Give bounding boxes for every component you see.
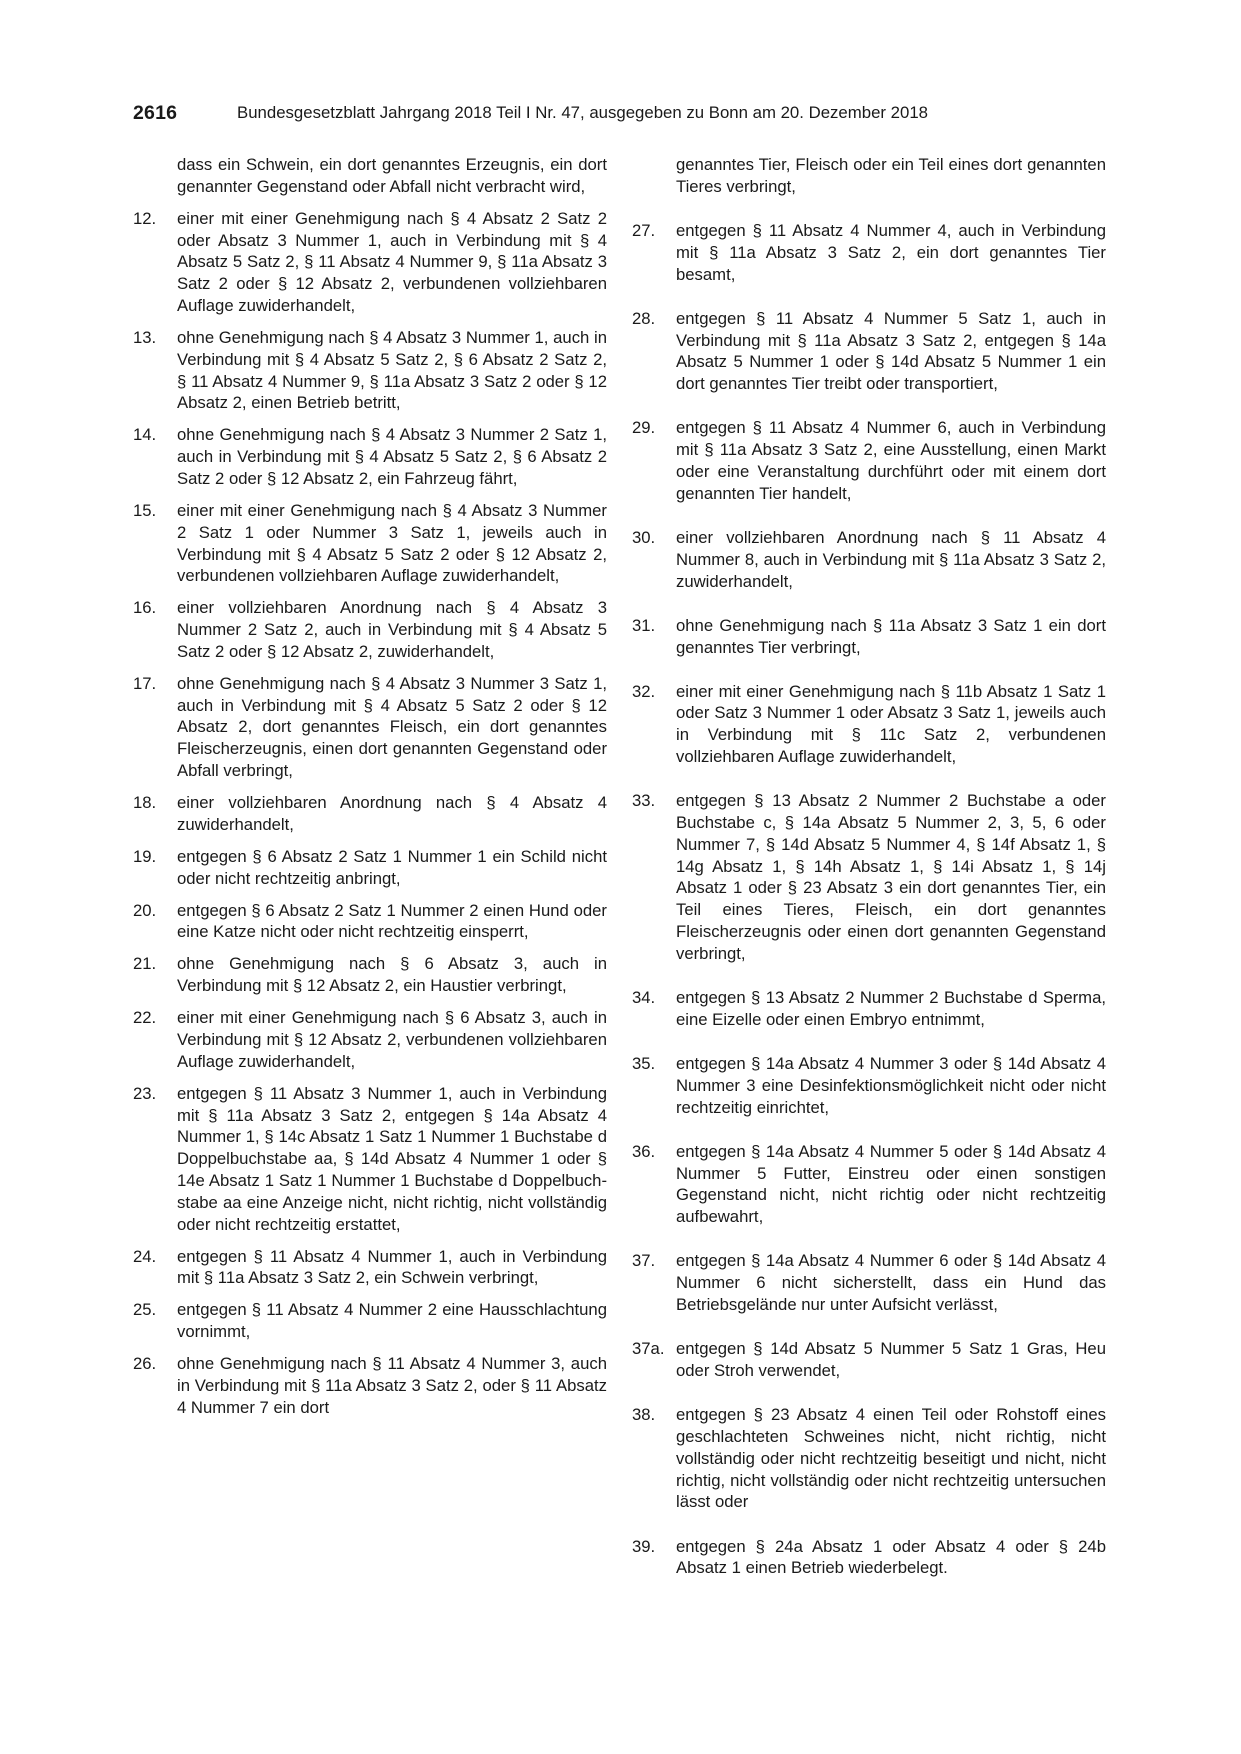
item-number: 33. xyxy=(632,791,656,811)
item-number: 37. xyxy=(632,1251,656,1271)
list-item xyxy=(632,1404,1106,1513)
item-number: 22. xyxy=(133,1008,157,1028)
item-text: ohne Genehmigung nach § 11 Absatz 4 Nummer 3, auch in Verbindung mit § 11a Absatz 3 Satz 2, oder § 11 Absatz 4 Nummer 7 ein dort xyxy=(177,1354,607,1417)
item-number: 37a. xyxy=(632,1339,665,1359)
list-item xyxy=(133,1299,607,1343)
item-text: einer mit einer Genehmigung nach § 4 Absatz 3 Nummer 2 Satz 1 oder Nummer 3 Satz 1, jeweils auch in Verbindung mit § 4 Absatz 5 Satz 2 oder § 12 Absatz 2, verbundenen vollziehbaren Auflage zuwiderhandelt, xyxy=(177,500,607,586)
item-number: 17. xyxy=(133,673,157,693)
item-text: ohne Genehmigung nach § 4 Absatz 3 Nummer 3 Satz 1, auch in Verbindung mit § 4 Absatz 5 Satz 2 oder § 12 Absatz 2, dort genanntes Fleisch, ein dort genanntes Fleischerzeugnis, einen dort genannten Gegenstand oder Abfall verbringt, xyxy=(177,673,607,781)
item-number: 21. xyxy=(133,954,157,974)
item-number: 25. xyxy=(133,1300,157,1320)
item-text: einer vollziehbaren Anordnung nach § 4 Absatz 3 Nummer 2 Satz 2, auch in Verbindung mit § 4 Absatz 5 Satz 2 oder § 12 Absatz 2, zuwiderhandelt, xyxy=(177,598,607,661)
item-text: einer mit einer Genehmigung nach § 4 Absatz 2 Satz 2 oder Absatz 3 Nummer 1, auch in Verbindung mit § 4 Absatz 5 Satz 2, § 11 Absatz 4 Nummer 9, § 11a Absatz 3 Satz 2 oder § 12 Absatz 2, verbundenen vollziehbaren Auflage zuwiderhandelt, xyxy=(177,208,607,315)
list-item xyxy=(133,208,607,317)
list-item xyxy=(133,846,607,890)
list-item xyxy=(632,1053,1106,1118)
item-text: ohne Genehmigung nach § 4 Absatz 3 Nummer 2 Satz 1, auch in Verbindung mit § 4 Absatz 5 Satz 2, § 6 Absatz 2 Satz 2 oder § 12 Absatz 2, ein Fahrzeug fährt, xyxy=(177,425,607,488)
item-number: 27. xyxy=(632,220,656,240)
item-text: entgegen § 14a Absatz 4 Nummer 6 oder § 14d Absatz 4 Nummer 6 nicht sicherstellt, dass ein Hund das Betriebsgelände nur unter Aufsicht verlässt, xyxy=(676,1251,1106,1314)
list-item xyxy=(133,900,607,944)
item-number: 39. xyxy=(632,1536,656,1556)
item-text: entgegen § 11 Absatz 3 Nummer 1, auch in Verbindung mit § 11a Absatz 3 Satz 2, entgegen § 14a Absatz 4 Nummer 1, § 14c Absatz 1 Satz 1 Nummer 1 Buchstabe d Doppelbuchstabe aa, § 14d Absatz 4 Nummer 1 oder § 14e Absatz 1 Satz 1 Nummer 1 Buchstabe d Doppelbuchstabe aa eine Anzeige nicht, nicht richtig, nicht vollständig oder nicht rechtzeitig erstattet, xyxy=(177,1083,607,1234)
item-number: 28. xyxy=(632,308,656,328)
item-text: entgegen § 24a Absatz 1 oder Absatz 4 oder § 24b Absatz 1 einen Betrieb wiederbelegt. xyxy=(676,1536,1106,1578)
item-number: 26. xyxy=(133,1354,157,1374)
item-number: 14. xyxy=(133,425,157,445)
item-number: 38. xyxy=(632,1405,656,1425)
item-number: 34. xyxy=(632,988,656,1008)
list-item xyxy=(632,1536,1106,1580)
item-text: einer vollziehbaren Anordnung nach § 4 Absatz 4 zuwiderhandelt, xyxy=(177,793,607,834)
item-text: ohne Genehmigung nach § 11a Absatz 3 Satz 1 ein dort genanntes Tier verbringt, xyxy=(676,615,1106,657)
item-text: entgegen § 23 Absatz 4 einen Teil oder Rohstoff eines geschlachteten Schweines nicht, nicht richtig, nicht vollständig oder nicht rechtzeitig beseitigt und nicht, nicht richtig, nicht vollständig oder nicht rechtzeitig untersuchen lässt oder xyxy=(676,1405,1106,1512)
item-number: 31. xyxy=(632,615,656,635)
item-text: entgegen § 11 Absatz 4 Nummer 2 eine Hausschlachtung vornimmt, xyxy=(177,1300,607,1342)
item-number: 15. xyxy=(133,500,157,520)
list-item xyxy=(133,792,607,836)
item-text: genanntes Tier, Fleisch oder ein Teil eines dort genannten Tieres verbringt, xyxy=(676,155,1106,196)
list-item xyxy=(632,1141,1106,1228)
item-number: 30. xyxy=(632,527,656,547)
item-number: 12. xyxy=(133,208,157,228)
item-text: entgegen § 13 Absatz 2 Nummer 2 Buchstabe d Sperma, eine Eizelle oder einen Embryo entnimmt, xyxy=(676,988,1106,1029)
item-text: entgegen § 6 Absatz 2 Satz 1 Nummer 2 einen Hund oder eine Katze nicht oder nicht rechtzeitig einsperrt, xyxy=(177,900,607,942)
list-item xyxy=(632,1250,1106,1315)
list-item xyxy=(632,681,1106,768)
item-number: 23. xyxy=(133,1083,157,1103)
list-item xyxy=(133,500,607,587)
item-text: ohne Genehmigung nach § 4 Absatz 3 Nummer 1, auch in Verbindung mit § 4 Absatz 5 Satz 2, § 6 Absatz 2 Satz 2, § 11 Absatz 4 Nummer 9, § 11a Absatz 3 Satz 2 oder § 12 Absatz 2, einen Betrieb betritt, xyxy=(177,327,607,413)
item-text: entgegen § 11 Absatz 4 Nummer 4, auch in Verbindung mit § 11a Absatz 3 Satz 2, ein dort genanntes Tier besamt, xyxy=(676,220,1106,284)
item-number: 36. xyxy=(632,1141,656,1161)
list-item xyxy=(632,790,1106,964)
header-title: Bundesgesetzblatt Jahrgang 2018 Teil I Nr. 47, ausgegeben zu Bonn am 20. Dezember 2018 xyxy=(237,103,928,122)
right-column xyxy=(632,154,1106,1602)
item-number: 29. xyxy=(632,418,656,438)
item-text: einer mit einer Genehmigung nach § 6 Absatz 3, auch in Verbindung mit § 12 Absatz 2, verbundenen vollziehbaren Auflage zuwiderhandelt, xyxy=(177,1008,607,1071)
item-number: 20. xyxy=(133,900,157,920)
item-number: 24. xyxy=(133,1246,157,1266)
item-text: entgegen § 14a Absatz 4 Nummer 3 oder § 14d Absatz 4 Nummer 3 eine Desinfektionsmöglichkeit nicht oder nicht rechtzeitig einrichtet, xyxy=(676,1054,1106,1117)
item-number: 32. xyxy=(632,681,656,701)
list-item xyxy=(632,154,1106,198)
item-number: 19. xyxy=(133,846,157,866)
item-text: einer mit einer Genehmigung nach § 11b Absatz 1 Satz 1 oder Satz 3 Nummer 1 oder Absatz 3 Satz 1, jeweils auch in Verbindung mit § 11c Satz 2, verbundenen vollziehbaren Auflage zuwiderhandelt, xyxy=(676,681,1106,767)
item-text: dass ein Schwein, ein dort genanntes Erzeugnis, ein dort genannter Gegenstand oder Abfall nicht verbracht wird, xyxy=(177,155,607,196)
list-item xyxy=(133,327,607,414)
page-number: 2616 xyxy=(133,102,178,124)
item-number: 13. xyxy=(133,327,157,347)
item-number: 18. xyxy=(133,793,157,813)
list-item xyxy=(632,220,1106,285)
item-text: entgegen § 14a Absatz 4 Nummer 5 oder § 14d Absatz 4 Nummer 5 Futter, Einstreu oder einen sonstigen Gegenstand nicht, nicht richtig oder nicht rechtzeitig aufbewahrt, xyxy=(676,1141,1106,1227)
list-item xyxy=(632,1338,1106,1382)
item-text: entgegen § 11 Absatz 4 Nummer 1, auch in Verbindung mit § 11a Absatz 3 Satz 2, ein Schwein verbringt, xyxy=(177,1246,607,1288)
item-text: entgegen § 11 Absatz 4 Nummer 6, auch in Verbindung mit § 11a Absatz 3 Satz 2, eine Ausstellung, einen Markt oder eine Veranstaltung durchführt oder mit einem dort genannten Tier handelt, xyxy=(676,418,1106,503)
list-item xyxy=(133,953,607,997)
list-item xyxy=(632,615,1106,659)
list-item xyxy=(632,417,1106,504)
page-header xyxy=(133,100,1133,126)
list-item xyxy=(632,308,1106,395)
list-item xyxy=(133,597,607,662)
item-number: 35. xyxy=(632,1054,656,1074)
list-item xyxy=(632,987,1106,1031)
left-column xyxy=(133,154,607,1429)
item-text: entgegen § 11 Absatz 4 Nummer 5 Satz 1, auch in Verbindung mit § 11a Absatz 3 Satz 2, entgegen § 14a Absatz 5 Nummer 1 oder § 14d Absatz 5 Nummer 1 ein dort genanntes Tier treibt oder transportiert, xyxy=(676,308,1106,394)
item-text: entgegen § 14d Absatz 5 Nummer 5 Satz 1 Gras, Heu oder Stroh verwendet, xyxy=(676,1339,1106,1380)
list-item xyxy=(133,1083,607,1236)
item-text: einer vollziehbaren Anordnung nach § 11 Absatz 4 Nummer 8, auch in Verbindung mit § 11a Absatz 3 Satz 2, zuwiderhandelt, xyxy=(676,527,1106,591)
list-item xyxy=(133,424,607,489)
list-item xyxy=(632,527,1106,592)
item-number: 16. xyxy=(133,598,157,618)
list-item xyxy=(133,673,607,782)
list-item xyxy=(133,154,607,198)
list-item xyxy=(133,1007,607,1072)
list-item xyxy=(133,1353,607,1418)
item-text: entgegen § 6 Absatz 2 Satz 1 Nummer 1 ein Schild nicht oder nicht rechtzeitig anbringt, xyxy=(177,846,607,888)
item-text: ohne Genehmigung nach § 6 Absatz 3, auch in Verbindung mit § 12 Absatz 2, ein Haustier verbringt, xyxy=(177,954,607,996)
list-item xyxy=(133,1246,607,1290)
item-text: entgegen § 13 Absatz 2 Nummer 2 Buchstabe a oder Buchstabe c, § 14a Absatz 5 Nummer 2, 3, 5, 6 oder Nummer 7, § 14d Absatz 5 Nummer 4, § 14f Absatz 1, § 14g Absatz 1, § 14h Absatz 1, § 14i Absatz 1, § 14j Absatz 1 oder § 23 Absatz 3 ein dort genanntes Tier, ein Teil eines Tieres, Fleisch, ein dort genanntes Fleischerzeugnis oder einen dort genannten Gegenstand verbringt, xyxy=(676,791,1106,963)
